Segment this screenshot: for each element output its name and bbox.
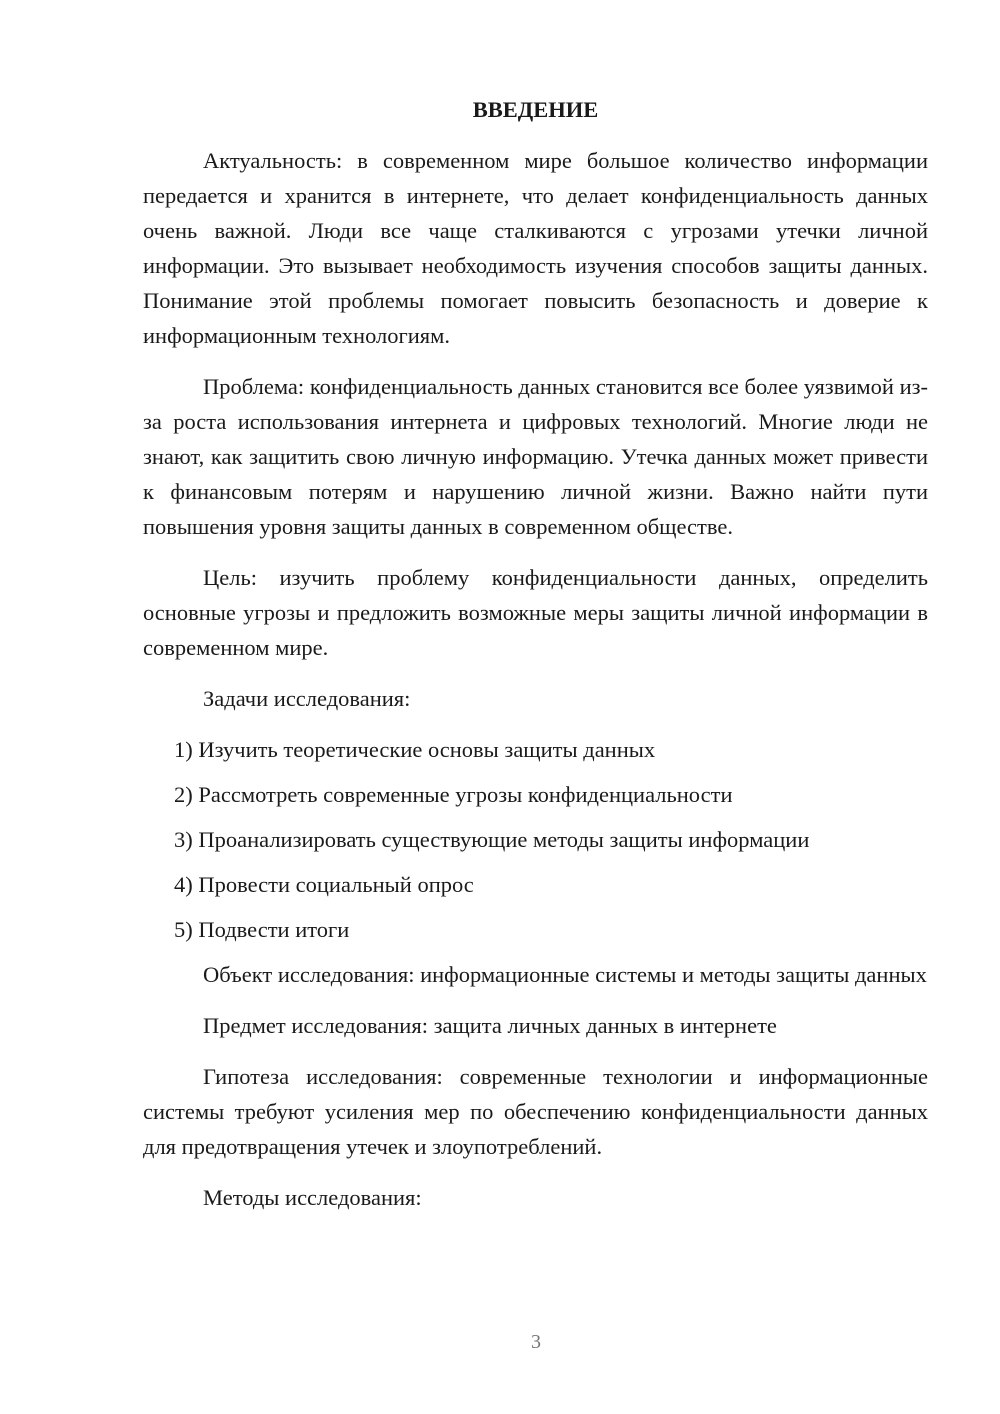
page-title: ВВЕДЕНИЕ <box>472 97 599 122</box>
task-item: 5) Подвести итоги <box>174 917 350 942</box>
page-content <box>143 92 928 1231</box>
paragraph-goal: Цель: изучить проблему конфиденциальности данных, определить основные угрозы и предложить возможные меры защиты личной информации в современном мире. <box>143 565 928 660</box>
task-item: 2) Рассмотреть современные угрозы конфиденциальности <box>174 782 733 807</box>
task-item: 1) Изучить теоретические основы защиты данных <box>174 737 656 762</box>
task-item: 4) Провести социальный опрос <box>174 872 474 897</box>
paragraph-object: Объект исследования: информационные системы и методы защиты данных <box>203 962 927 987</box>
paragraph-subject: Предмет исследования: защита личных данных в интернете <box>203 1013 777 1038</box>
task-item: 3) Проанализировать существующие методы защиты информации <box>174 827 810 852</box>
paragraph-hypothesis: Гипотеза исследования: современные технологии и информационные системы требуют усиления мер по обеспечению конфиденциальности данных для предотвращения утечек и злоупотреблений. <box>143 1064 928 1159</box>
paragraph-relevance: Актуальность: в современном мире большое количество информации передается и хранится в интернете, что делает конфиденциальность данных очень важной. Люди все чаще сталкиваются с угрозами утечки личной информации. Это вызывает необходимость изучения способов защиты данных. Понимание этой проблемы помогает повысить безопасность и доверие к информационным технологиям. <box>143 148 928 348</box>
methods-heading: Методы исследования: <box>203 1185 422 1210</box>
page-number: 3 <box>531 1331 541 1353</box>
paragraph-problem: Проблема: конфиденциальность данных становится все более уязвимой из-за роста использования интернета и цифровых технологий. Многие люди не знают, как защитить свою личную информацию. Утечка данных может привести к финансовым потерям и нарушению личной жизни. Важно найти пути повышения уровня защиты данных в современном обществе. <box>143 374 928 539</box>
tasks-heading: Задачи исследования: <box>203 686 411 711</box>
